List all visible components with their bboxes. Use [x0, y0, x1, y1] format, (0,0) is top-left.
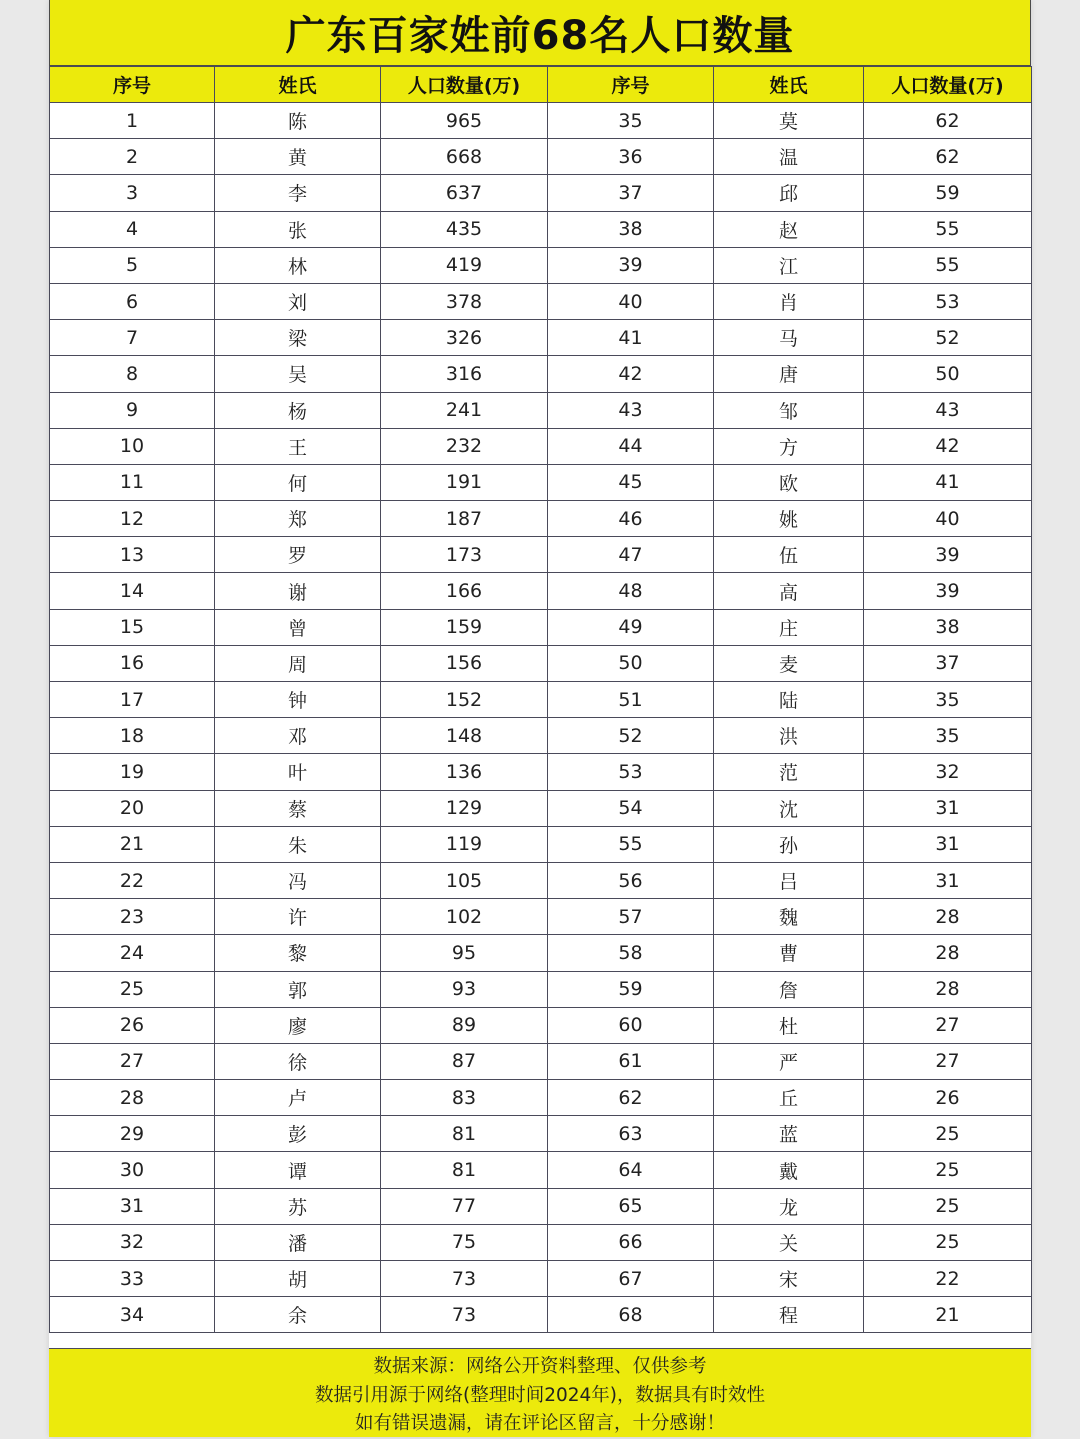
- rank-cell: 44: [548, 428, 714, 464]
- population-cell: 55: [864, 211, 1032, 247]
- surname-cell: 庄: [714, 609, 864, 645]
- surname-cell: 詹: [714, 971, 864, 1007]
- header-rank: 序号: [548, 67, 714, 103]
- rank-cell: 21: [50, 826, 215, 862]
- rank-cell: 65: [548, 1188, 714, 1224]
- table-row: [50, 718, 1032, 754]
- table-row: [50, 211, 1032, 247]
- population-cell: 129: [381, 790, 548, 826]
- surname-cell: 蓝: [714, 1116, 864, 1152]
- rank-cell: 6: [50, 283, 215, 319]
- surname-cell: 林: [215, 247, 381, 283]
- table-row: [50, 392, 1032, 428]
- rank-cell: 14: [50, 573, 215, 609]
- population-cell: 316: [381, 356, 548, 392]
- surname-cell: 姚: [714, 501, 864, 537]
- surname-cell: 邹: [714, 392, 864, 428]
- population-cell: 435: [381, 211, 548, 247]
- population-cell: 38: [864, 609, 1032, 645]
- rank-cell: 68: [548, 1297, 714, 1333]
- surname-cell: 邓: [215, 718, 381, 754]
- population-cell: 39: [864, 573, 1032, 609]
- surname-cell: 陈: [215, 103, 381, 139]
- population-cell: 42: [864, 428, 1032, 464]
- table-row: [50, 428, 1032, 464]
- rank-cell: 41: [548, 320, 714, 356]
- rank-cell: 8: [50, 356, 215, 392]
- surname-cell: 李: [215, 175, 381, 211]
- rank-cell: 5: [50, 247, 215, 283]
- rank-cell: 10: [50, 428, 215, 464]
- table-row: [50, 971, 1032, 1007]
- rank-cell: 58: [548, 935, 714, 971]
- table-row: [50, 862, 1032, 898]
- surname-cell: 江: [714, 247, 864, 283]
- rank-cell: 33: [50, 1261, 215, 1297]
- surname-cell: 洪: [714, 718, 864, 754]
- population-cell: 75: [381, 1224, 548, 1260]
- population-cell: 89: [381, 1007, 548, 1043]
- population-cell: 53: [864, 283, 1032, 319]
- rank-cell: 53: [548, 754, 714, 790]
- table-row: [50, 1080, 1032, 1116]
- surname-cell: 叶: [215, 754, 381, 790]
- population-cell: 77: [381, 1188, 548, 1224]
- surname-cell: 王: [215, 428, 381, 464]
- surname-cell: 梁: [215, 320, 381, 356]
- surname-cell: 范: [714, 754, 864, 790]
- surname-cell: 欧: [714, 464, 864, 500]
- rank-cell: 67: [548, 1261, 714, 1297]
- surname-cell: 彭: [215, 1116, 381, 1152]
- rank-cell: 39: [548, 247, 714, 283]
- rank-cell: 60: [548, 1007, 714, 1043]
- population-cell: 105: [381, 862, 548, 898]
- rank-cell: 28: [50, 1080, 215, 1116]
- surname-cell: 谭: [215, 1152, 381, 1188]
- population-cell: 31: [864, 862, 1032, 898]
- population-cell: 25: [864, 1188, 1032, 1224]
- surname-cell: 何: [215, 464, 381, 500]
- rank-cell: 54: [548, 790, 714, 826]
- surname-cell: 卢: [215, 1080, 381, 1116]
- population-cell: 378: [381, 283, 548, 319]
- rank-cell: 9: [50, 392, 215, 428]
- rank-cell: 22: [50, 862, 215, 898]
- table-row: [50, 175, 1032, 211]
- surname-cell: 余: [215, 1297, 381, 1333]
- table-row: [50, 1116, 1032, 1152]
- surname-cell: 肖: [714, 283, 864, 319]
- rank-cell: 7: [50, 320, 215, 356]
- rank-cell: 57: [548, 899, 714, 935]
- population-cell: 27: [864, 1007, 1032, 1043]
- surname-cell: 钟: [215, 682, 381, 718]
- surname-cell: 谢: [215, 573, 381, 609]
- population-cell: 965: [381, 103, 548, 139]
- population-cell: 31: [864, 790, 1032, 826]
- population-cell: 59: [864, 175, 1032, 211]
- surname-cell: 黎: [215, 935, 381, 971]
- rank-cell: 63: [548, 1116, 714, 1152]
- surname-cell: 魏: [714, 899, 864, 935]
- surname-cell: 高: [714, 573, 864, 609]
- population-cell: 119: [381, 826, 548, 862]
- surname-cell: 吕: [714, 862, 864, 898]
- surname-cell: 莫: [714, 103, 864, 139]
- surname-cell: 冯: [215, 862, 381, 898]
- header-surname: 姓氏: [215, 67, 381, 103]
- table-row: [50, 320, 1032, 356]
- surname-cell: 曾: [215, 609, 381, 645]
- table-row: [50, 247, 1032, 283]
- table-row: [50, 356, 1032, 392]
- surname-cell: 苏: [215, 1188, 381, 1224]
- population-cell: 156: [381, 645, 548, 681]
- rank-cell: 61: [548, 1043, 714, 1079]
- population-cell: 28: [864, 899, 1032, 935]
- population-cell: 191: [381, 464, 548, 500]
- surname-cell: 吴: [215, 356, 381, 392]
- rank-cell: 56: [548, 862, 714, 898]
- table-row: [50, 573, 1032, 609]
- surname-cell: 郭: [215, 971, 381, 1007]
- population-cell: 166: [381, 573, 548, 609]
- table-row: [50, 1297, 1032, 1333]
- population-cell: 26: [864, 1080, 1032, 1116]
- population-cell: 39: [864, 537, 1032, 573]
- surname-cell: 方: [714, 428, 864, 464]
- population-cell: 152: [381, 682, 548, 718]
- surname-cell: 胡: [215, 1261, 381, 1297]
- table-row: [50, 645, 1032, 681]
- header-surname: 姓氏: [714, 67, 864, 103]
- surname-cell: 曹: [714, 935, 864, 971]
- rank-cell: 49: [548, 609, 714, 645]
- rank-cell: 4: [50, 211, 215, 247]
- population-cell: 93: [381, 971, 548, 1007]
- population-cell: 83: [381, 1080, 548, 1116]
- surname-cell: 邱: [714, 175, 864, 211]
- surname-cell: 马: [714, 320, 864, 356]
- surname-cell: 蔡: [215, 790, 381, 826]
- surname-cell: 朱: [215, 826, 381, 862]
- surname-cell: 杨: [215, 392, 381, 428]
- footer-line: 数据引用源于网络(整理时间2024年)，数据具有时效性: [314, 1384, 766, 1406]
- rank-cell: 43: [548, 392, 714, 428]
- table-row: [50, 609, 1032, 645]
- table-body: [50, 103, 1032, 1333]
- table-row: [50, 139, 1032, 175]
- population-cell: 173: [381, 537, 548, 573]
- population-cell: 159: [381, 609, 548, 645]
- table-row: [50, 1188, 1032, 1224]
- population-cell: 52: [864, 320, 1032, 356]
- surname-cell: 黄: [215, 139, 381, 175]
- rank-cell: 19: [50, 754, 215, 790]
- table-row: [50, 103, 1032, 139]
- table-row: [50, 537, 1032, 573]
- surname-cell: 廖: [215, 1007, 381, 1043]
- rank-cell: 31: [50, 1188, 215, 1224]
- rank-cell: 40: [548, 283, 714, 319]
- header-rank: 序号: [50, 67, 215, 103]
- population-cell: 21: [864, 1297, 1032, 1333]
- surname-cell: 程: [714, 1297, 864, 1333]
- population-cell: 50: [864, 356, 1032, 392]
- rank-cell: 13: [50, 537, 215, 573]
- surname-cell: 严: [714, 1043, 864, 1079]
- rank-cell: 16: [50, 645, 215, 681]
- page-title: 广东百家姓前68名人口数量: [49, 0, 1031, 66]
- population-cell: 35: [864, 718, 1032, 754]
- population-cell: 62: [864, 103, 1032, 139]
- rank-cell: 35: [548, 103, 714, 139]
- table-row: [50, 1224, 1032, 1260]
- population-cell: 40: [864, 501, 1032, 537]
- footer-line: 如有错误遗漏，请在评论区留言，十分感谢！: [354, 1413, 725, 1434]
- population-cell: 28: [864, 935, 1032, 971]
- population-cell: 43: [864, 392, 1032, 428]
- population-cell: 326: [381, 320, 548, 356]
- population-cell: 81: [381, 1152, 548, 1188]
- rank-cell: 25: [50, 971, 215, 1007]
- surname-cell: 温: [714, 139, 864, 175]
- surname-cell: 郑: [215, 501, 381, 537]
- surname-sheet: [49, 0, 1031, 1437]
- rank-cell: 50: [548, 645, 714, 681]
- population-cell: 87: [381, 1043, 548, 1079]
- rank-cell: 59: [548, 971, 714, 1007]
- table-row: [50, 1043, 1032, 1079]
- surname-cell: 周: [215, 645, 381, 681]
- rank-cell: 18: [50, 718, 215, 754]
- rank-cell: 12: [50, 501, 215, 537]
- surname-cell: 许: [215, 899, 381, 935]
- table-row: [50, 1261, 1032, 1297]
- rank-cell: 37: [548, 175, 714, 211]
- surname-cell: 唐: [714, 356, 864, 392]
- rank-cell: 66: [548, 1224, 714, 1260]
- population-cell: 37: [864, 645, 1032, 681]
- surname-cell: 张: [215, 211, 381, 247]
- rank-cell: 55: [548, 826, 714, 862]
- table-row: [50, 464, 1032, 500]
- surname-cell: 潘: [215, 1224, 381, 1260]
- population-cell: 102: [381, 899, 548, 935]
- surname-cell: 沈: [714, 790, 864, 826]
- rank-cell: 45: [548, 464, 714, 500]
- rank-cell: 42: [548, 356, 714, 392]
- table-row: [50, 682, 1032, 718]
- population-cell: 419: [381, 247, 548, 283]
- rank-cell: 48: [548, 573, 714, 609]
- surname-cell: 麦: [714, 645, 864, 681]
- population-cell: 81: [381, 1116, 548, 1152]
- population-cell: 22: [864, 1261, 1032, 1297]
- surname-cell: 伍: [714, 537, 864, 573]
- rank-cell: 36: [548, 139, 714, 175]
- population-cell: 241: [381, 392, 548, 428]
- population-cell: 668: [381, 139, 548, 175]
- population-cell: 32: [864, 754, 1032, 790]
- population-cell: 35: [864, 682, 1032, 718]
- population-cell: 232: [381, 428, 548, 464]
- population-cell: 25: [864, 1152, 1032, 1188]
- rank-cell: 20: [50, 790, 215, 826]
- rank-cell: 34: [50, 1297, 215, 1333]
- table-row: [50, 790, 1032, 826]
- footer-line: 数据来源：网络公开资料整理、仅供参考: [373, 1356, 707, 1377]
- rank-cell: 1: [50, 103, 215, 139]
- header-population: 人口数量(万): [864, 67, 1032, 103]
- table-row: [50, 1007, 1032, 1043]
- rank-cell: 38: [548, 211, 714, 247]
- population-cell: 31: [864, 826, 1032, 862]
- surname-cell: 龙: [714, 1188, 864, 1224]
- rank-cell: 15: [50, 609, 215, 645]
- rank-cell: 47: [548, 537, 714, 573]
- rank-cell: 27: [50, 1043, 215, 1079]
- table-row: [50, 1152, 1032, 1188]
- header-population: 人口数量(万): [381, 67, 548, 103]
- surname-cell: 杜: [714, 1007, 864, 1043]
- surname-cell: 陆: [714, 682, 864, 718]
- rank-cell: 29: [50, 1116, 215, 1152]
- table-row: [50, 283, 1032, 319]
- population-cell: 73: [381, 1297, 548, 1333]
- surname-cell: 戴: [714, 1152, 864, 1188]
- surname-cell: 孙: [714, 826, 864, 862]
- table-row: [50, 935, 1032, 971]
- rank-cell: 2: [50, 139, 215, 175]
- rank-cell: 17: [50, 682, 215, 718]
- rank-cell: 64: [548, 1152, 714, 1188]
- rank-cell: 62: [548, 1080, 714, 1116]
- rank-cell: 30: [50, 1152, 215, 1188]
- surname-cell: 宋: [714, 1261, 864, 1297]
- population-cell: 95: [381, 935, 548, 971]
- population-cell: 28: [864, 971, 1032, 1007]
- table-row: [50, 826, 1032, 862]
- rank-cell: 46: [548, 501, 714, 537]
- population-cell: 62: [864, 139, 1032, 175]
- surname-cell: 关: [714, 1224, 864, 1260]
- surname-table: [49, 66, 1032, 1333]
- surname-cell: 刘: [215, 283, 381, 319]
- population-cell: 55: [864, 247, 1032, 283]
- rank-cell: 3: [50, 175, 215, 211]
- population-cell: 148: [381, 718, 548, 754]
- population-cell: 41: [864, 464, 1032, 500]
- rank-cell: 23: [50, 899, 215, 935]
- population-cell: 27: [864, 1043, 1032, 1079]
- surname-cell: 罗: [215, 537, 381, 573]
- surname-cell: 丘: [714, 1080, 864, 1116]
- rank-cell: 51: [548, 682, 714, 718]
- surname-cell: 徐: [215, 1043, 381, 1079]
- table-row: [50, 899, 1032, 935]
- surname-cell: 赵: [714, 211, 864, 247]
- population-cell: 136: [381, 754, 548, 790]
- rank-cell: 52: [548, 718, 714, 754]
- table-header-row: [50, 67, 1032, 103]
- population-cell: 25: [864, 1224, 1032, 1260]
- population-cell: 25: [864, 1116, 1032, 1152]
- table-row: [50, 501, 1032, 537]
- rank-cell: 24: [50, 935, 215, 971]
- population-cell: 73: [381, 1261, 548, 1297]
- source-note: [49, 1348, 1031, 1437]
- population-cell: 187: [381, 501, 548, 537]
- rank-cell: 11: [50, 464, 215, 500]
- population-cell: 637: [381, 175, 548, 211]
- rank-cell: 26: [50, 1007, 215, 1043]
- table-row: [50, 754, 1032, 790]
- rank-cell: 32: [50, 1224, 215, 1260]
